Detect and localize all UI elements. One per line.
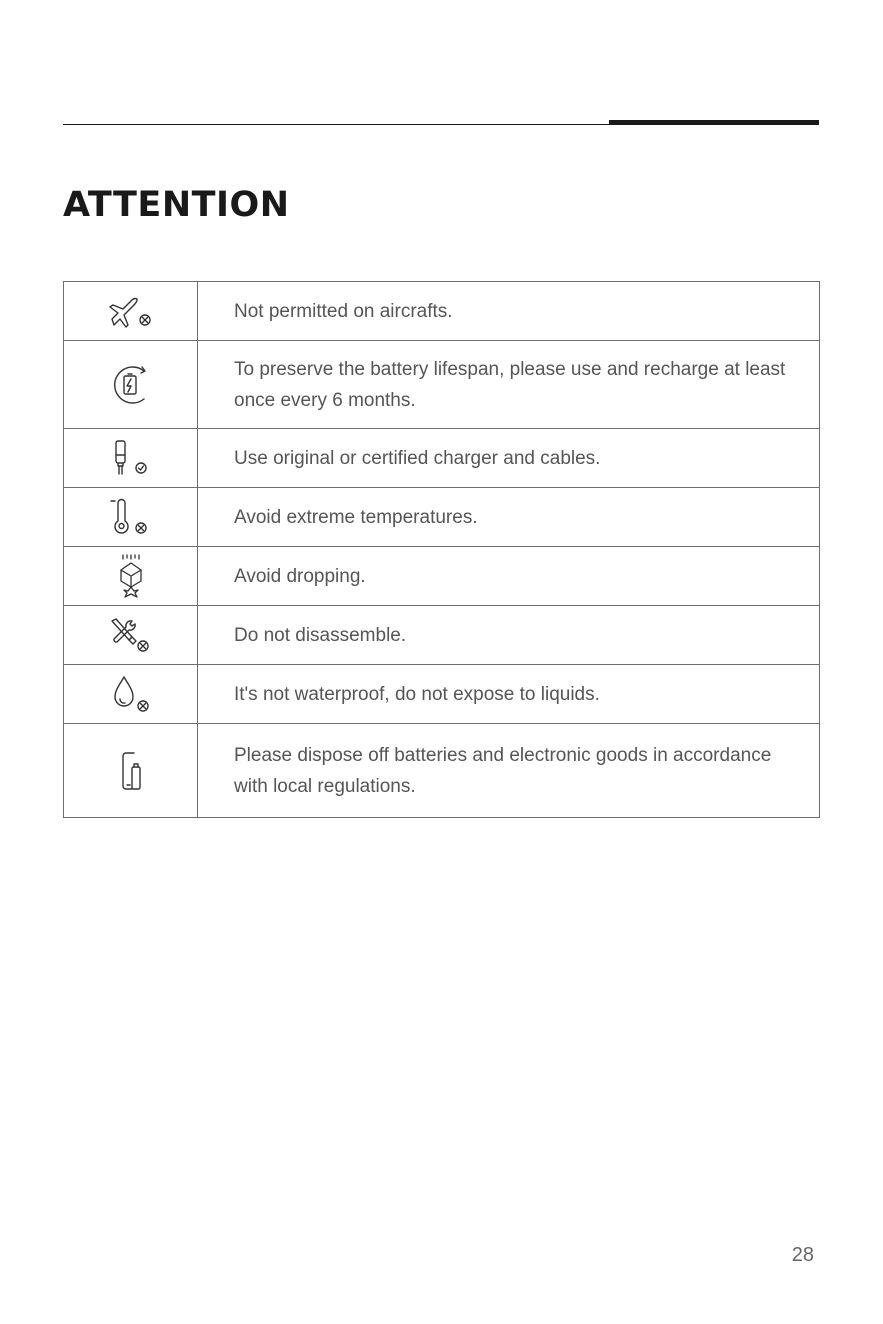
table-row — [64, 547, 820, 606]
header-rule-thick — [609, 120, 819, 125]
page-number: 28 — [791, 1244, 814, 1266]
table-row — [64, 606, 820, 665]
attention-table — [63, 281, 820, 818]
row-text: Avoid extreme temperatures. — [198, 488, 820, 547]
not-waterproof-icon — [64, 674, 197, 714]
row-text: It's not waterproof, do not expose to liquids. — [198, 665, 820, 724]
no-aircraft-icon — [64, 293, 197, 329]
row-text: To preserve the battery lifespan, please use and recharge at least once every 6 months. — [198, 341, 820, 429]
table-row — [64, 429, 820, 488]
header-rule-thin — [63, 124, 610, 125]
no-disassemble-icon — [64, 615, 197, 655]
dispose-batteries-icon — [64, 749, 197, 793]
row-text: Not permitted on aircrafts. — [198, 282, 820, 341]
battery-recharge-cycle-icon — [64, 361, 197, 409]
table-row — [64, 341, 820, 429]
avoid-dropping-icon — [64, 553, 197, 599]
no-extreme-temperature-icon — [64, 497, 197, 537]
table-row — [64, 488, 820, 547]
row-text: Please dispose off batteries and electronic goods in accordance with local regulations. — [198, 724, 820, 818]
table-row — [64, 724, 820, 818]
table-row — [64, 282, 820, 341]
certified-cable-icon — [64, 438, 197, 478]
page-title: ATTENTION — [63, 185, 290, 225]
table-row — [64, 665, 820, 724]
row-text: Use original or certified charger and cables. — [198, 429, 820, 488]
row-text: Do not disassemble. — [198, 606, 820, 665]
row-text: Avoid dropping. — [198, 547, 820, 606]
